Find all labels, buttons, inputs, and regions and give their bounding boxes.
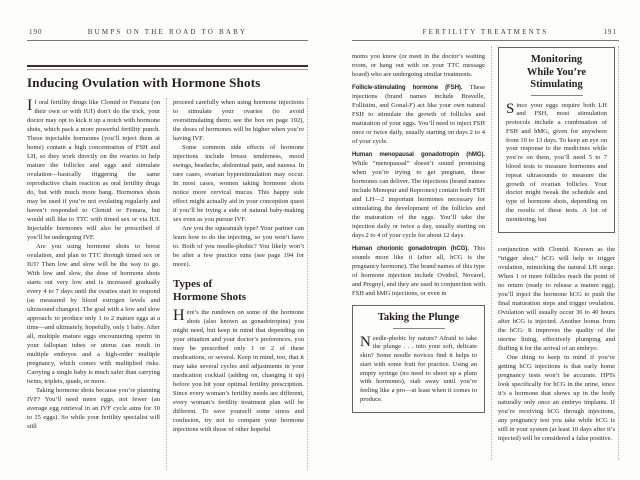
body-paragraph: Some common side effects of hormone injections include breast tenderness, mood swings, headache, abdominal pain, and nausea. In rare cases, ovarian hyperstimulation may occur. In most cases, women taking hormone shots notice more cervical mucus. This happy side effect might actually aid in your conception quest if you’ll be trying a side of natural baby-making sex even as you pursue IVF.: [173, 144, 304, 223]
body-paragraph: Are you the squeamish type? Your partner can learn how to do the injecting, so you won’t have to. Both of you needle-phobic? You likely won’t be after a few practice runs (see page 194 for more).: [173, 225, 304, 268]
body-paragraph: Are you using hormone shots to boost ovulation, and plan to TTC through timed sex or IUI? Then low and slow will be the way to go. With low and slow, the dose of hormone shots starts out very low and is increased gradually every 4 to 7 days until the ovaries start to respond (as measured by blood estrogen levels and ultrasound changes). The goal with a low and slow approach: to produce only 1 to 2 mature eggs at a time—and ultimately, hopefully, only 1 baby. After all, multiple mature eggs encountering sperm in your fallopian tubes or uterus can result in multiple embryos and a high-order multiple pregnancy, which comes with multiplied risks. Carrying a single baby is much safer than carrying twins, triplets, quads, or more.: [27, 243, 160, 385]
hcg-lead-in: Human chorionic gonadotropin (hCG).: [352, 245, 469, 252]
body-paragraph: moms you know (or meet in the doctor’s waiting room, or hang out with on your TTC message board) who are undergoing similar treatments.: [352, 53, 485, 78]
drop-cap: H: [173, 307, 185, 324]
drop-cap: I: [27, 98, 33, 114]
left-column-2: [167, 98, 308, 470]
left-page-number: 190: [29, 28, 43, 36]
title-rule: [27, 65, 308, 70]
sidebar-box-monitoring: [498, 47, 615, 233]
right-page: [352, 28, 619, 460]
right-column-2: [492, 46, 619, 460]
box-title: Monitoring While You’re Stimulating: [526, 54, 587, 90]
body-paragraph: proceed carefully when using hormone injections to stimulate your ovaries (to avoid overstimulating them; see the box on page 192), the doses of hormones will be higher when you’re having IVF.: [173, 99, 304, 142]
right-running-head: FERTILITY TREATMENTS: [422, 28, 549, 36]
box-paragraph: Since your eggs require both LH and FSH, most stimulation protocols include a combination of FSH and hMG, given for anywhere from 10 to 13 days. To keep an eye on your response to the medicines while you’re on them, you’ll need 5 to 7 blood tests to measure hormones and repeat ultrasounds to measure the growth of ovarian follicles. Your doctor might tweak the schedule and type of hormone shots, depending on the results of these tests. A lot of monitoring, but: [506, 100, 607, 223]
hcg-paragraph: Human chorionic gonadotropin (hCG). This sounds more like it (after all, hCG is the pregnancy hormone). The brand names of this type of hormone injection include Ovidrel, Novarel, and Pregnyl, and they are used in conjunction with FSH and hMG injections, or even in: [352, 245, 485, 297]
drop-cap: N: [360, 333, 371, 350]
right-page-header: [352, 28, 619, 41]
left-page-header: [27, 28, 308, 41]
left-running-head: BUMPS ON THE ROAD TO BABY: [87, 28, 248, 36]
box-paragraph: Needle-phobic by nature? Afraid to take the plunge . . . into your soft, delicate skin? Some needle novices find it helps to start with some fruit for practice. Using an empty syringe (no need to shoot up a plum with hormones), stab away until you’re feeling like a pro—at least when it comes to produce.: [360, 333, 477, 404]
left-page: [27, 28, 308, 470]
hmg-paragraph: Human menopausal gonadotropin (hMG). While “menopausal” doesn’t sound promising when you’re trying to get pregnant, these hormones can deliver. The injections (brand names include Menopur and Repronex) contain both FSH and LH—2 important hormones necessary for stimulating the development of the follicles and the maturation of the eggs. You’ll take the injection daily or twice a day, usually starting on days 2 to 4 of your cycle for about 12 days.: [352, 151, 485, 239]
body-paragraph: One thing to keep in mind if you’re getting hCG injections is that early home pregnancy tests won’t be accurate. HPTs look specifically for hCG in the urine, since it’s a hormone that shows up in the body naturally only once an embryo implants. If you’re receiving hCG through injections, any pregnancy test you take while hCG is still in your system (at least 10 days after it’s injected) will be considered a false positive.: [498, 353, 615, 442]
box-title: Taking the Plunge: [377, 312, 460, 323]
body-paragraph: Here’s the rundown on some of the hormone shots (also known as gonadotropins) you might need, but keep in mind that depending on your situation and your doctor’s preferences, you may be prescribed only 1 or 2 of these medications, or several. Keep in mind, too, that it may take several cycles and adjustments in your medication cocktail (adding on, changing it up) before you hit your optimal fertility prescription. Since every woman’s fertility needs are different, every woman’s fertility treatment plan will be different. To save yourself some stress and confusion, try not to compare your hormone injections with those of other hopeful: [173, 307, 304, 433]
hmg-lead-in: Human menopausal gonadotropin (hMG).: [352, 151, 485, 158]
body-paragraph: If oral fertility drugs like Clomid or Femara (on their own or with IUI) don’t do the trick, your doctor may opt to kick it up a notch with hormone shots, which pack a more powerful fertility punch. These injectable hormones (you’ll inject them at home) contain a high concentration of FSH and LH, so they work directly on the ovaries to help mature the follicles and eggs and stimulate ovulation—basically triggering the same reproductive chain reaction as oral fertility drugs do, but with much more bang. Hormones shots may be used if you’re not ovulating regularly and haven’t responded to Clomid or Femara, but would still like to TTC with timed sex or via IUI. Injectable hormones will also be prescribed if you’ll be undergoing IVF.: [27, 98, 160, 241]
body-paragraph: conjunction with Clomid. Known as the “trigger shot,” hCG will help to trigger ovulation, mimicking the natural LH surge. When 1 or more follicles reach the point of no return (ready to release a mature egg), you’ll inject the hormone hCG to push the final maturation steps and trigger ovulation. Ovulation will usually occur 36 to 40 hours after hCG is injected. Another bonus from the hCG: It improves the quality of the uterine lining, effectively plumping and fluffing it for the arrival of an embryo.: [498, 245, 615, 352]
right-column-1: [352, 46, 492, 460]
left-column-1: [27, 98, 167, 470]
right-page-number: 191: [603, 28, 617, 36]
box-title-rule: [393, 328, 445, 329]
body-paragraph: Taking hormone shots because you’re planning IVF? You’ll need more eggs, not fewer (an average egg retrieval in an IVF cycle aims for 10 to 15 eggs). So while your fertility specialist will still: [27, 387, 160, 430]
box-title-rule: [531, 95, 583, 96]
drop-cap: S: [506, 100, 515, 117]
fsh-lead-in: Follicle-stimulating hormone (FSH).: [352, 84, 463, 91]
sidebar-box-taking-the-plunge: [352, 305, 485, 413]
fsh-paragraph: Follicle-stimulating hormone (FSH). These injections (brand names include Bravelle, Follistim, and Gonal-F) act like your own natural FSH to stimulate the growth of follicles and maturation of your eggs. You’ll need to inject FSH once or twice daily, usually starting on days 2 to 4 of your cycle.: [352, 84, 486, 145]
section-heading: Types of Hormone Shots: [173, 278, 247, 303]
chapter-title: Inducing Ovulation with Hormone Shots: [27, 75, 261, 90]
